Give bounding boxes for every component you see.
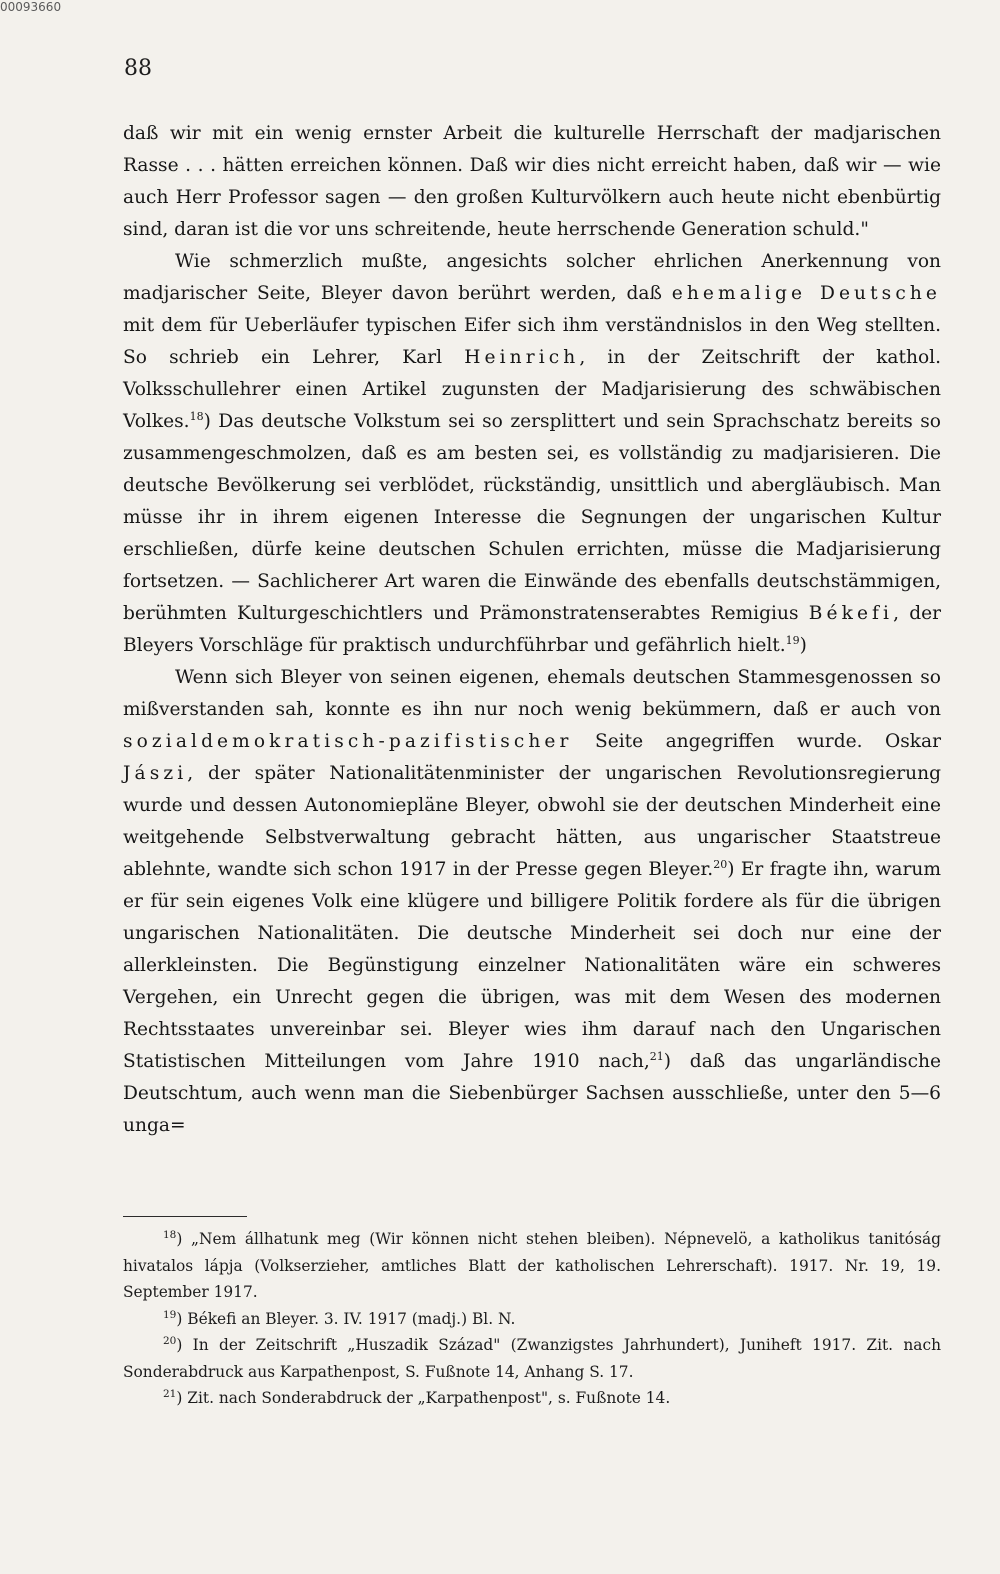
spaced-name-bekefi: Békefi	[808, 603, 894, 624]
footnote-18	[123, 1226, 941, 1306]
footnote-ref-18: 18	[189, 410, 204, 423]
footnote-20-text: ) In der Zeitschrift „Huszadik Század" (Zwanzigstes Jahrhundert), Juniheft 1917. Zit. nach Sonderabdruck aus Karpathenpost, S. Fußnote 14, Anhang S. 17.	[123, 1336, 941, 1381]
footnote-ref-20: 20	[713, 858, 728, 871]
footnote-mark-20: 20	[163, 1335, 177, 1347]
paragraph-2-part-f: )	[799, 635, 807, 656]
paragraph-2-part-a: Wie schmerzlich mußte, angesichts solcher ehrlichen Anerkennung von madjarischer Seite, Bleyer davon berührt werden, daß	[123, 251, 941, 304]
footnote-ref-21: 21	[649, 1050, 664, 1063]
footnote-mark-21: 21	[163, 1388, 177, 1400]
paragraph-1: daß wir mit ein wenig ernster Arbeit die kulturelle Herrschaft der madjarischen Rasse . . . hätten erreichen können. Daß wir dies nicht erreicht haben, daß wir — wie auch Herr Professor sagen — den großen Kulturvölkern auch heute nicht ebenbürtig sind, daran ist die vor uns schreitende, heute herrschende Generation schuld."	[123, 123, 941, 240]
footnotes-section	[123, 1226, 941, 1412]
paragraph-2	[123, 246, 941, 662]
archive-id: 00093660	[0, 0, 62, 14]
spaced-name-jaszi: Jászi	[123, 763, 188, 784]
spaced-phrase-sozialdemokratisch: sozialdemokratisch-pazifistischer	[123, 731, 573, 752]
paragraph-2-part-e: , der Bleyers Vorschläge für praktisch undurchführbar und gefährlich hielt.	[123, 603, 942, 656]
paragraph-3-part-c: , der später Nationalitätenminister der ungarischen Revolutionsregierung wurde und dessen Autonomiepläne Bleyer, obwohl sie der deutschen Minderheit eine weitgehende Selbstverwaltung gebracht hätten, aus ungarischer Staatstreue ablehnte, wandte sich schon 1917 in der Presse gegen Bleyer.	[123, 763, 941, 880]
footnote-mark-19: 19	[163, 1308, 177, 1321]
footnote-19	[123, 1306, 941, 1333]
paragraph-2-part-c: , in der Zeitschrift der kathol. Volksschullehrer einen Artikel zugunsten der Madjarisierung des schwäbischen Volkes.	[123, 347, 941, 432]
paragraph-3-part-a: Wenn sich Bleyer von seinen eigenen, ehemals deutschen Stammesgenossen so mißverstanden sah, konnte es ihn nur noch wenig bekümmern, daß er auch von	[123, 667, 941, 720]
paragraph-3-part-d: ) Er fragte ihn, warum er für sein eigenes Volk eine klügere und billigere Politik fordere als für die übrigen ungarischen Nationalitäten. Die deutsche Minderheit sei doch nur eine der allerkleinsten. Die Begünstigung einzelner Nationalitäten wäre ein schweres Vergehen, ein Unrecht gegen die übrigen, was mit dem Wesen des modernen Rechtsstaates unvereinbar sei. Bleyer wies ihm darauf nach den Ungarischen Statistischen Mitteilungen vom Jahre 1910 nach,	[123, 859, 941, 1072]
paragraph-2-part-d: ) Das deutsche Volkstum sei so zersplittert und sein Sprachschatz bereits so zusammengeschmolzen, daß es am besten sei, es vollständig zu madjarisieren. Die deutsche Bevölkerung sei verblödet, rückständig, unsittlich und abergläubisch. Man müsse ihr in ihrem eigenen Interesse die Segnungen der ungarischen Kultur erschließen, dürfe keine deutschen Schulen errichten, müsse die Madjarisierung fortsetzen. — Sachlicherer Art waren die Einwände des ebenfalls deutschstämmigen, berühmten Kulturgeschichtlers und Prämonstratenserabtes Remigius	[123, 411, 941, 624]
paragraph-3-part-b: Seite angegriffen wurde. Oskar	[572, 731, 941, 752]
footnote-18-text: ) „Nem állhatunk meg (Wir können nicht stehen bleiben). Népnevelö, a katholikus tanitóság hivatalos lápja (Volkserzieher, amtliches Blatt der katholischen Lehrerschaft). 1917. Nr. 19, 19. September 1917.	[123, 1230, 941, 1301]
footnote-20	[123, 1332, 941, 1385]
paragraph-3	[123, 662, 941, 1142]
footnote-21	[123, 1385, 941, 1412]
footnote-19-text: ) Békefi an Bleyer. 3. IV. 1917 (madj.) Bl. N.	[176, 1309, 516, 1328]
paragraph-3-part-e: ) daß das ungarländische Deutschtum, auch wenn man die Siebenbürger Sachsen ausschließe, unter den 5—6 unga=	[123, 1051, 941, 1136]
footnote-divider	[123, 1216, 247, 1217]
page-number: 88	[124, 56, 152, 81]
spaced-phrase-ehemalige-deutsche: ehemalige Deutsche	[671, 283, 941, 304]
paragraph-2-part-b: mit dem für Ueberläufer typischen Eifer sich ihm verständnislos in den Weg stellten. So schrieb ein Lehrer, Karl	[123, 315, 941, 368]
main-text	[123, 118, 941, 1142]
footnote-ref-19: 19	[785, 634, 800, 647]
footnote-21-text: ) Zit. nach Sonderabdruck der „Karpathenpost", s. Fußnote 14.	[176, 1389, 671, 1407]
footnote-mark-18: 18	[163, 1229, 177, 1241]
spaced-name-heinrich: Heinrich	[464, 347, 580, 368]
